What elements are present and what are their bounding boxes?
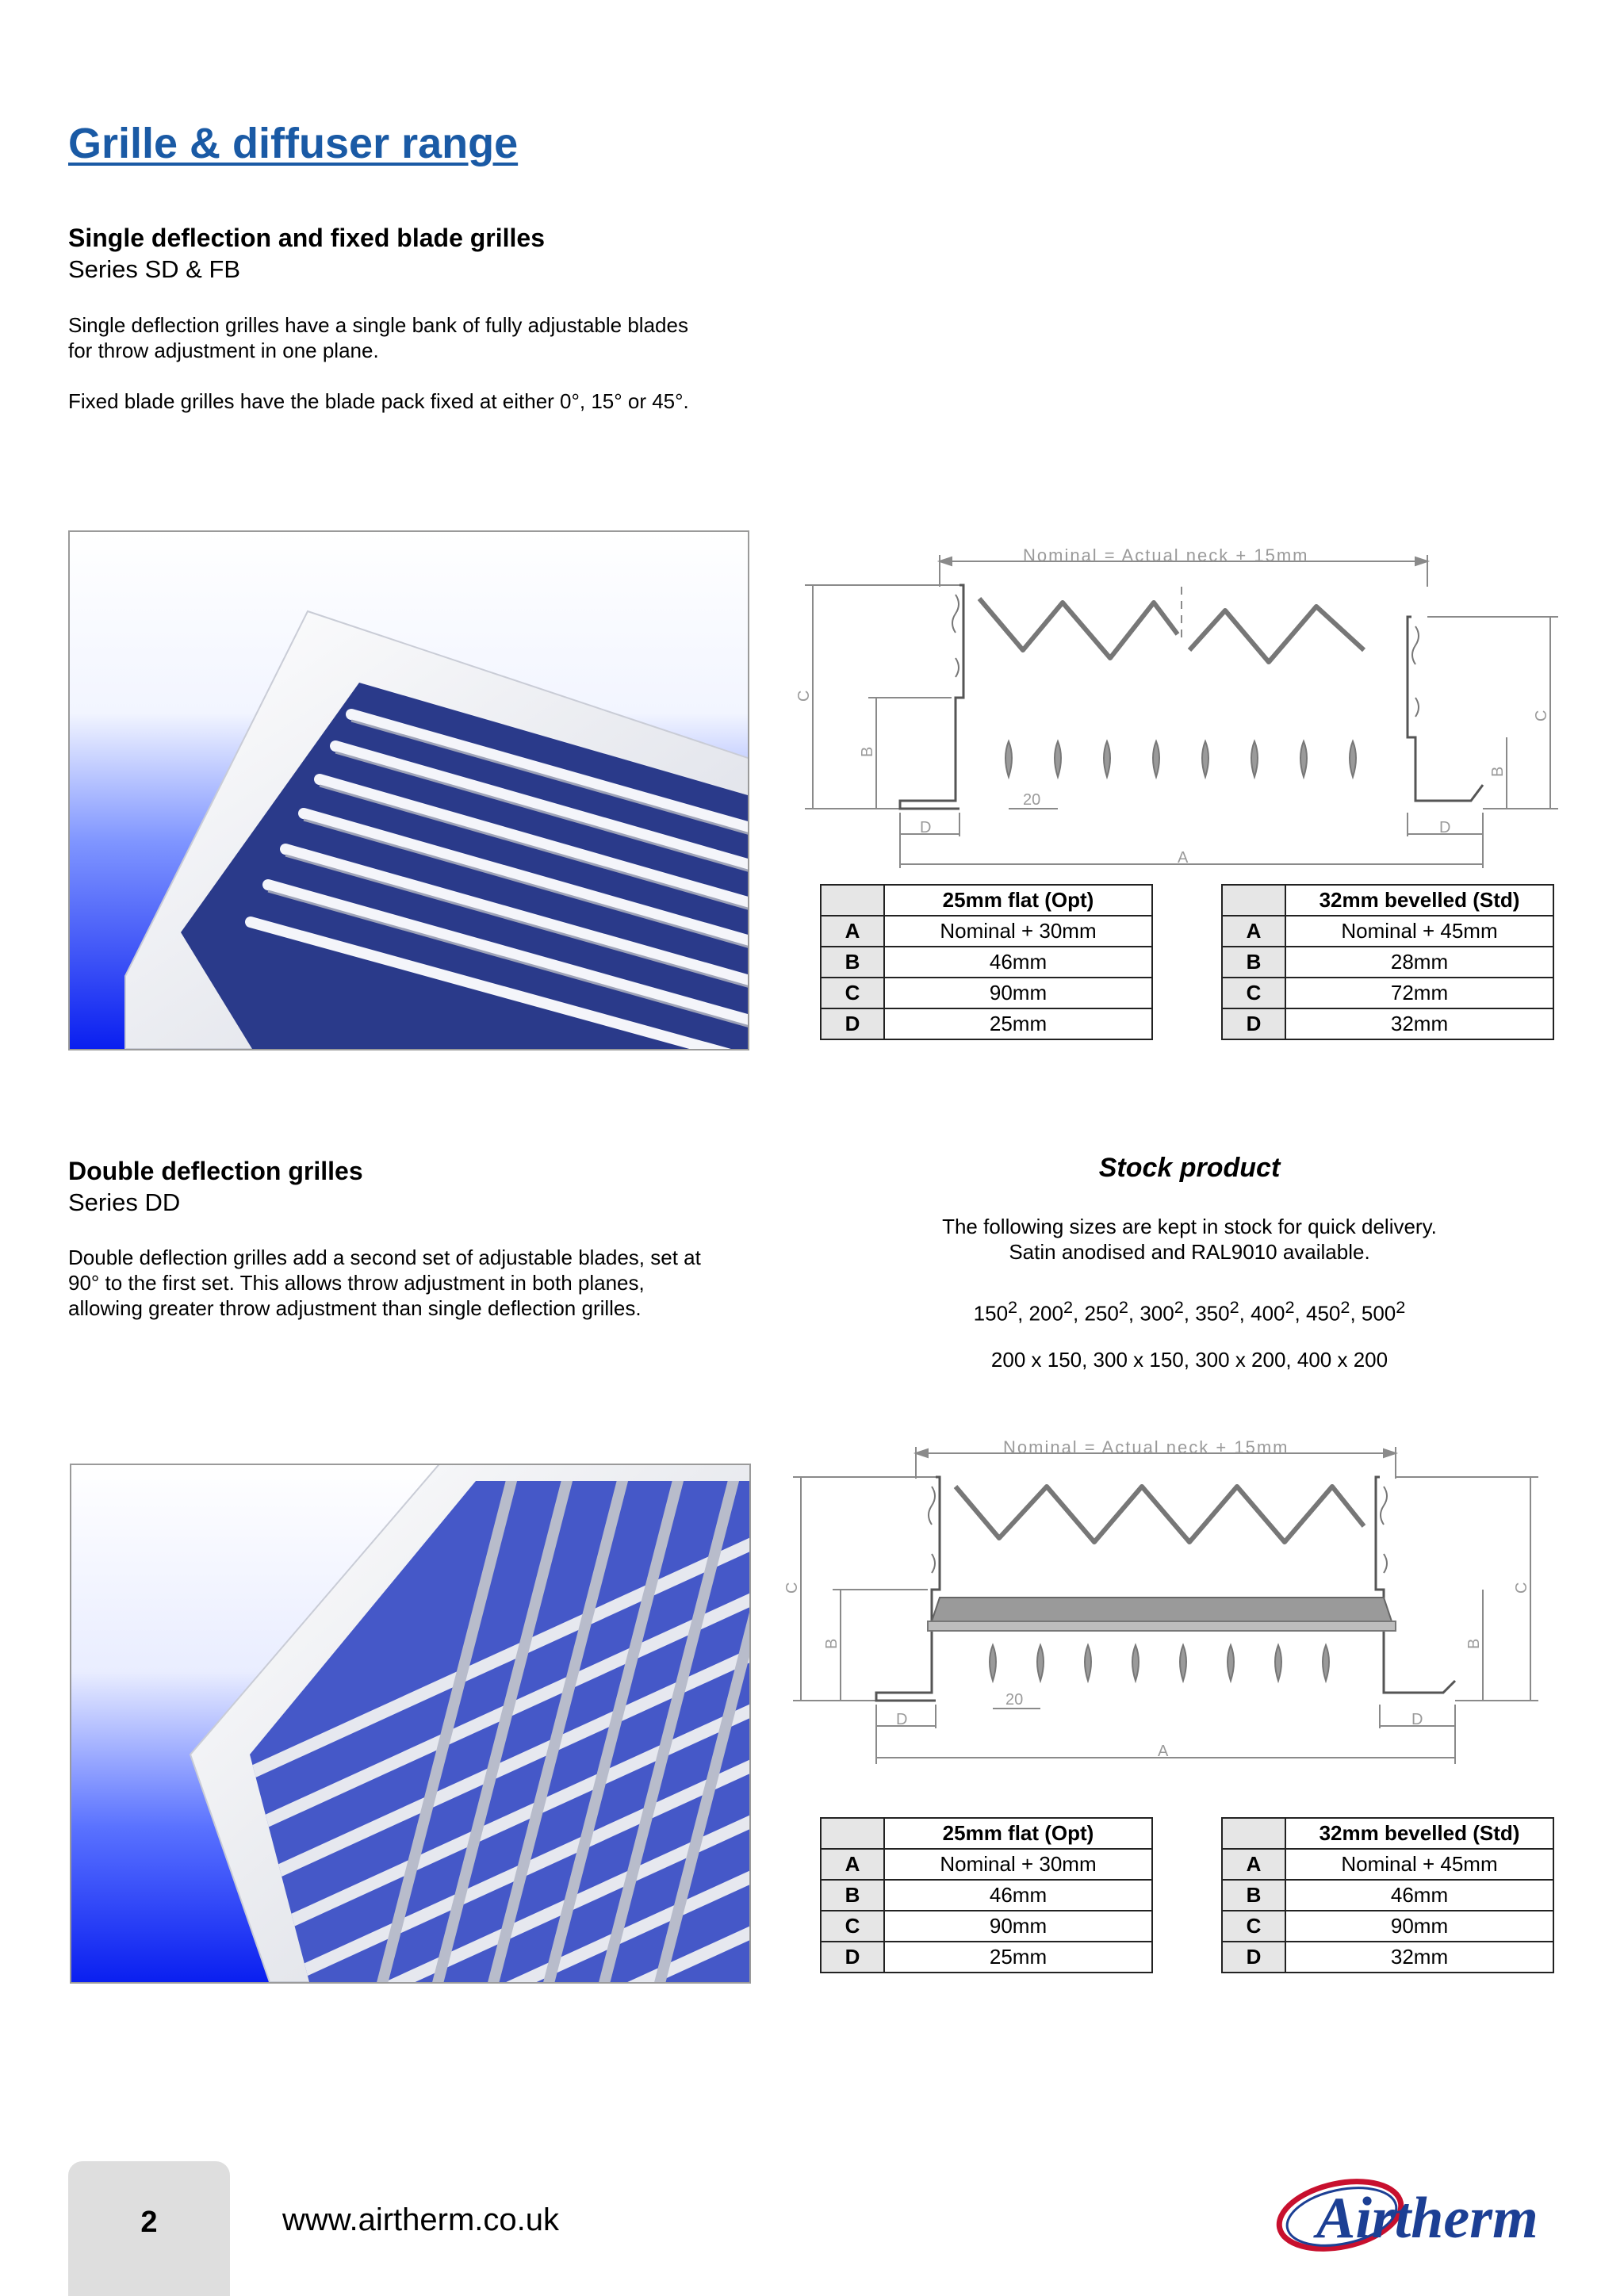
table-corner-cell — [1222, 885, 1285, 916]
dim-label-b-right: B — [1489, 766, 1507, 777]
dimension-key: A — [821, 916, 884, 947]
dimension-key: D — [821, 1008, 884, 1039]
dim-label-d-left: D — [896, 1711, 908, 1728]
dimension-value: 90mm — [1285, 1911, 1553, 1942]
single-deflection-section-drawing — [793, 539, 1570, 872]
table-corner-cell — [821, 885, 884, 916]
dim-label-b-right: B — [1465, 1638, 1483, 1649]
dimension-value: 28mm — [1285, 947, 1553, 978]
nominal-dimension-label: Nominal = Actual neck + 15mm — [1023, 545, 1309, 565]
dimension-value: 25mm — [884, 1942, 1152, 1973]
table-row — [1222, 1008, 1553, 1039]
double-deflection-grille-photo — [70, 1464, 751, 1984]
page-title: Grille & diffuser range — [68, 120, 519, 167]
square-size: 150 — [973, 1301, 1009, 1326]
dimension-key: A — [821, 1849, 884, 1880]
table-row — [821, 1880, 1152, 1911]
table-row — [1222, 1911, 1553, 1942]
section2-description-line: allowing greater throw adjustment than single deflection grilles. — [68, 1296, 642, 1320]
section1-flat-frame-table — [820, 884, 1153, 1040]
table-row — [821, 1911, 1152, 1942]
table-row — [821, 916, 1152, 947]
dim-label-b-left: B — [823, 1638, 841, 1649]
section1-bevelled-frame-table — [1221, 884, 1554, 1040]
page-number: 2 — [140, 2206, 158, 2239]
table-header-row — [821, 1818, 1152, 1849]
square-size: 200 — [1028, 1301, 1063, 1326]
dimension-key: B — [821, 1880, 884, 1911]
square-exponent: 2 — [1340, 1297, 1350, 1317]
table-row — [1222, 916, 1553, 947]
square-size: 450 — [1306, 1301, 1341, 1326]
dim-label-c-left: C — [795, 690, 813, 702]
square-exponent: 2 — [1174, 1297, 1184, 1317]
table-header-row — [821, 885, 1152, 916]
table-row — [821, 978, 1152, 1008]
dimension-key: C — [821, 978, 884, 1008]
dim-label-d-right: D — [1439, 819, 1451, 836]
dimension-key: B — [1222, 947, 1285, 978]
table-corner-cell — [821, 1818, 884, 1849]
table-header-row — [1222, 885, 1553, 916]
square-size: 300 — [1139, 1301, 1174, 1326]
stock-square-sizes: $150^2$, $200^2$, $250^2$, $300^2$, $350^2$, $400^2$, $450^2$, $500^2$ — [973, 1297, 1406, 1326]
section1-description-line: Single deflection grilles have a single bank of fully adjustable blades — [68, 313, 688, 337]
dimension-key: D — [1222, 1942, 1285, 1973]
table-row — [821, 947, 1152, 978]
dimension-key: C — [821, 1911, 884, 1942]
dimension-key: A — [1222, 916, 1285, 947]
table-row — [1222, 1942, 1553, 1973]
square-exponent: 2 — [1118, 1297, 1128, 1317]
square-exponent: 2 — [1063, 1297, 1073, 1317]
dimension-key: B — [1222, 1880, 1285, 1911]
section1-description — [68, 312, 782, 363]
dimension-key: C — [1222, 1911, 1285, 1942]
dimension-value: 46mm — [1285, 1880, 1553, 1911]
dimension-value: 72mm — [1285, 978, 1553, 1008]
dim-label-d-left: D — [920, 819, 932, 836]
dimension-value: 32mm — [1285, 1942, 1553, 1973]
dimension-value: 46mm — [884, 1880, 1152, 1911]
website-link[interactable]: www.airtherm.co.uk — [282, 2202, 559, 2237]
section1-description-line: for throw adjustment in one plane. — [68, 339, 379, 362]
single-deflection-grille-photo — [68, 530, 749, 1050]
stock-finish-line: Satin anodised and RAL9010 available. — [1009, 1240, 1370, 1264]
square-size: 500 — [1361, 1301, 1396, 1326]
table-row — [821, 1942, 1152, 1973]
airtherm-logo — [1269, 2169, 1554, 2256]
dim-label-b-left: B — [859, 746, 876, 757]
dim-label-20: 20 — [1005, 1691, 1024, 1709]
dimension-value: Nominal + 30mm — [884, 1849, 1152, 1880]
square-exponent: 2 — [1008, 1297, 1018, 1317]
table-row — [1222, 1849, 1553, 1880]
dim-label-a: A — [1178, 849, 1189, 867]
stock-description-line: The following sizes are kept in stock for quick delivery. — [942, 1215, 1437, 1238]
dim-label-c-right: C — [1533, 710, 1550, 721]
double-deflection-section-drawing — [785, 1431, 1570, 1772]
section-heading-double-deflection: Double deflection grilles — [68, 1157, 363, 1185]
dimension-key: A — [1222, 1849, 1285, 1880]
dimension-key: D — [1222, 1008, 1285, 1039]
table-corner-cell — [1222, 1818, 1285, 1849]
square-size: 400 — [1251, 1301, 1285, 1326]
dimension-value: Nominal + 45mm — [1285, 916, 1553, 947]
dimension-value: 25mm — [884, 1008, 1152, 1039]
section-series-sd-fb: Series SD & FB — [68, 255, 241, 283]
square-size: 250 — [1084, 1301, 1119, 1326]
table-header: 25mm flat (Opt) — [884, 885, 1152, 916]
section2-description-line: Double deflection grilles add a second set of adjustable blades, set at — [68, 1246, 701, 1269]
section-heading-single-deflection: Single deflection and fixed blade grilles — [68, 224, 546, 252]
section2-bevelled-frame-table — [1221, 1817, 1554, 1973]
table-row — [821, 1849, 1152, 1880]
table-row — [1222, 978, 1553, 1008]
square-exponent: 2 — [1396, 1297, 1406, 1317]
section2-description — [68, 1245, 782, 1321]
dimension-key: C — [1222, 978, 1285, 1008]
dimension-value: 90mm — [884, 1911, 1152, 1942]
table-header: 32mm bevelled (Std) — [1285, 885, 1553, 916]
dim-label-20: 20 — [1023, 791, 1041, 809]
dim-label-d-right: D — [1411, 1711, 1423, 1728]
section-series-dd: Series DD — [68, 1188, 181, 1216]
logo-wordmark: Airtherm — [1316, 2186, 1538, 2251]
dimension-value: 32mm — [1285, 1008, 1553, 1039]
table-header-row — [1222, 1818, 1553, 1849]
dimension-value: Nominal + 30mm — [884, 916, 1152, 947]
dimension-key: B — [821, 947, 884, 978]
table-header: 32mm bevelled (Std) — [1285, 1818, 1553, 1849]
nominal-dimension-label: Nominal = Actual neck + 15mm — [1003, 1437, 1289, 1457]
table-row — [1222, 1880, 1553, 1911]
section2-flat-frame-table — [820, 1817, 1153, 1973]
dim-label-c-right: C — [1513, 1582, 1530, 1594]
table-header: 25mm flat (Opt) — [884, 1818, 1152, 1849]
section2-description-line: 90° to the first set. This allows throw adjustment in both planes, — [68, 1271, 645, 1295]
table-row — [821, 1008, 1152, 1039]
dimension-value: 46mm — [884, 947, 1152, 978]
stock-product-heading: Stock product — [1098, 1153, 1281, 1183]
stock-rect-sizes: 200 x 150, 300 x 150, 300 x 200, 400 x 200 — [990, 1348, 1388, 1372]
dimension-value: Nominal + 45mm — [1285, 1849, 1553, 1880]
table-row — [1222, 947, 1553, 978]
square-exponent: 2 — [1285, 1297, 1295, 1317]
dim-label-c-left: C — [785, 1582, 801, 1594]
dimension-value: 90mm — [884, 978, 1152, 1008]
square-exponent: 2 — [1229, 1297, 1239, 1317]
dim-label-a: A — [1158, 1743, 1169, 1760]
square-size: 350 — [1195, 1301, 1230, 1326]
section1-fixed-blade-note: Fixed blade grilles have the blade pack fixed at either 0°, 15° or 45°. — [68, 389, 689, 413]
dimension-key: D — [821, 1942, 884, 1973]
